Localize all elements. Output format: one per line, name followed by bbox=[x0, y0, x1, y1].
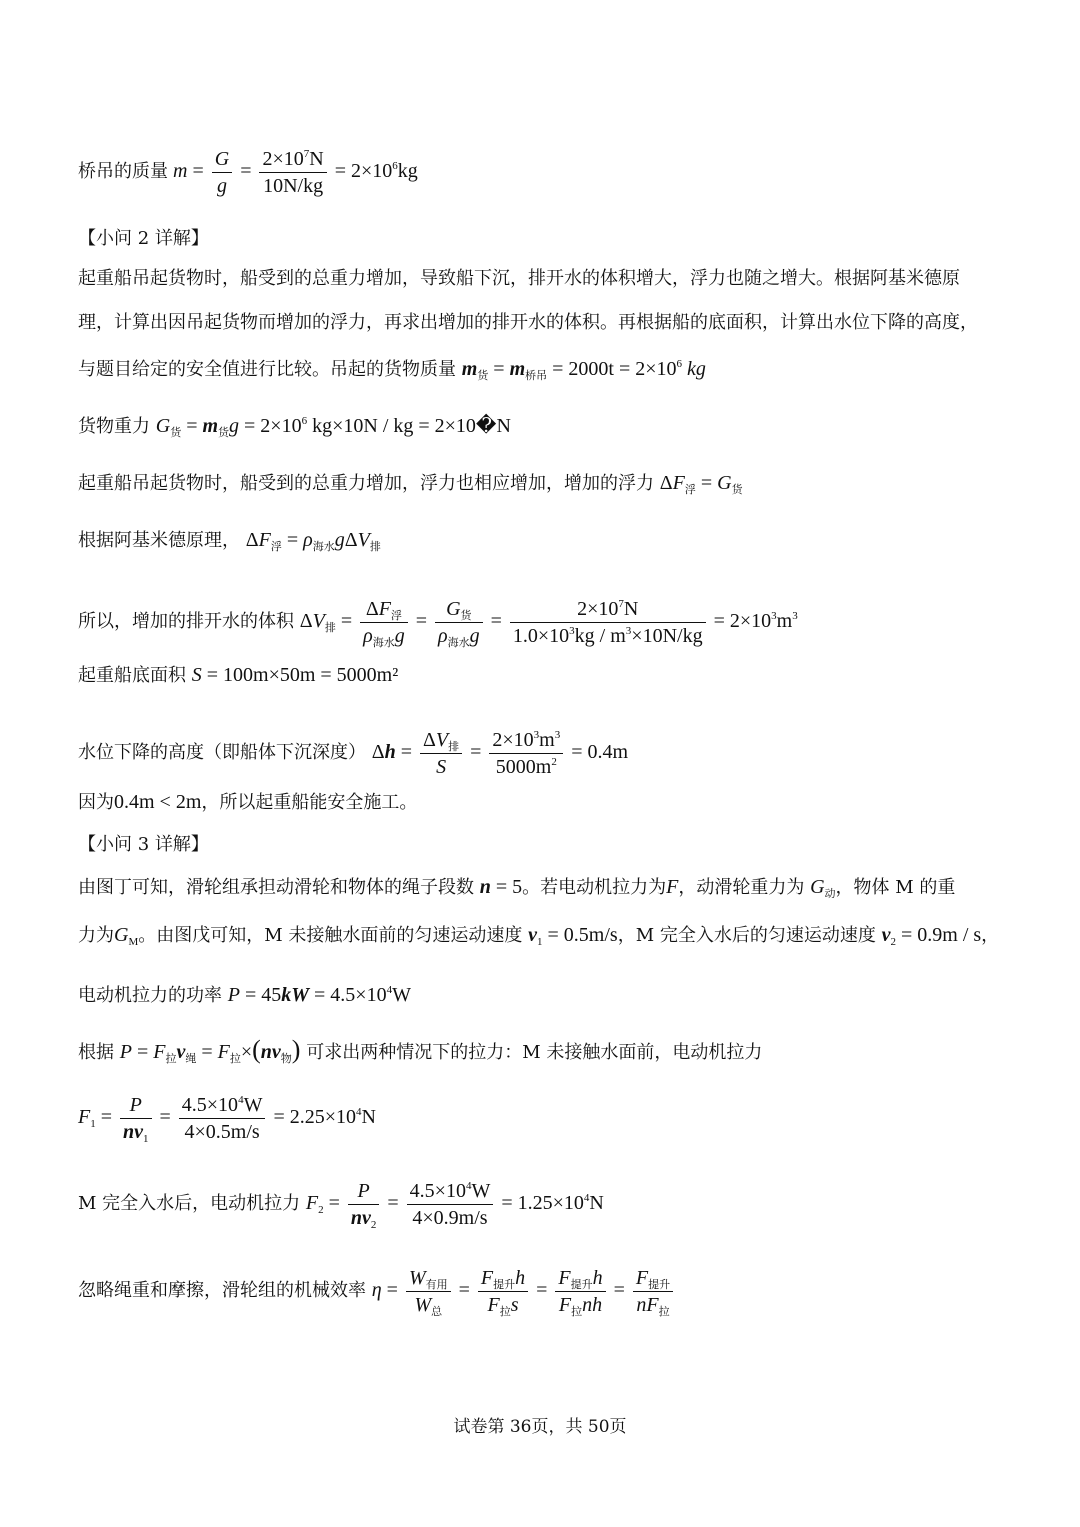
goods-weight-line: 货物重力 $G_货 = m_货g = 2\times 10^6$ kg×10N / kg = 2×10�N bbox=[78, 415, 511, 439]
archimedes-line: 根据阿基米德原理， $\Delta F_浮 = \rho_{海水}g\Delta V_排$ bbox=[78, 529, 381, 553]
efficiency-line: 忽略绳重和摩擦，滑轮组的机械效率 η = $\frac{W_{有用}}{W_总}$ = $\frac{F_{提升}h}{F_拉s}$ = $\frac{F_{提升}h}{F_拉nh}$ = $\frac{F_{提升}}{nF_拉}$ bbox=[78, 1265, 676, 1318]
base-area-line: 起重船底面积 S = 100m×50m = 5000m² bbox=[78, 664, 399, 686]
pulley-segments-line: 由图丁可知，滑轮组承担动滑轮和物体的绳子段数 n = 5。若电动机拉力为F，动滑轮重力为 $G_动$，物体 M 的重 bbox=[78, 876, 956, 900]
crane-mass-result: 2×10 bbox=[350, 160, 393, 183]
paragraph-line-2: 理，计算出因吊起货物而增加的浮力，再求出增加的排开水的体积。再根据船的底面积，计算出水位下降的高度， bbox=[78, 312, 978, 333]
crane-mass-label: 桥吊的质量 bbox=[78, 161, 168, 183]
crane-mass-line: 桥吊的质量 m = $\frac{G}{g}$ = $\frac{2\times 10^7N}{10N/kg}$ = $2\times 10^6kg$ bbox=[78, 148, 418, 197]
fraction-g-over-g: $\frac{G}{g}$ bbox=[212, 146, 232, 199]
displaced-volume-line: 所以，增加的排开水的体积 $\Delta V_排$ = $\frac{\Delta F_浮}{\rho_{海水}g}$ = $\frac{G_货}{\rho_{海水}g}$ = $\frac{2\times 10^7N}{1.0\times 10^3kg / m^3\times 10N/kg}$ = $2\times 10^3m^3$ bbox=[78, 598, 798, 649]
fraction-crane-weight: $\frac{2\times 10^7N}{10N/kg}$ bbox=[259, 146, 326, 199]
subquestion-2-heading: 【小问 2 详解】 bbox=[78, 228, 209, 249]
velocity-line: 力为$G_M$。由图戊可知，M 未接触水面前的匀速运动速度 $v_1 = 0.5m/s$，M 完全入水后的匀速运动速度 $v_2 = 0.9m / s$， bbox=[78, 924, 1000, 948]
goods-mass-line: 与题目给定的安全值进行比较。吊起的货物质量 $m_货 = m_{桥吊} = 2000t = 2\times 10^6$ kg bbox=[78, 358, 706, 382]
water-level-drop-line: 水位下降的高度（即船体下沉深度） Δh = $\frac{\Delta V_排}{S}$ = $\frac{2\times 10^3m^3}{5000m^2}$ = 0.4m bbox=[78, 729, 629, 778]
conclusion-line: 因为0.4m < 2m，所以起重船能安全施工。 bbox=[78, 791, 418, 813]
pull-force-f1-line: $F_1$ = $\frac{P}{nv_1}$ = $\frac{4.5\times 10^4W}{4\times 0.5m/s}$ = $2.25\times 10^4N$ bbox=[78, 1094, 376, 1145]
buoyancy-increase-line: 起重船吊起货物时，船受到的总重力增加，浮力也相应增加，增加的浮力 $\Delta F_浮 = G_货$ bbox=[78, 472, 743, 496]
power-formula-line: 根据 $P = F_拉v_绳 = F_拉\times(nv_物)$ 可求出两种情况下的拉力：M 未接触水面前，电动机拉力 bbox=[78, 1035, 763, 1065]
subquestion-3-heading: 【小问 3 详解】 bbox=[78, 834, 209, 855]
motor-power-line: 电动机拉力的功率 $P = 45kW = 4.5\times 10^4W$ bbox=[78, 984, 411, 1006]
paragraph-line-1: 起重船吊起货物时，船受到的总重力增加，导致船下沉，排开水的体积增大，浮力也随之增大。根据阿基米德原 bbox=[78, 268, 960, 289]
pull-force-f2-line: M 完全入水后，电动机拉力 $F_2$ = $\frac{P}{nv_2}$ = $\frac{4.5\times 10^4W}{4\times 0.9m/s}$ = $1.25\times 10^4N$ bbox=[78, 1180, 604, 1231]
page-footer: 试卷第 36页，共 50页 bbox=[453, 1417, 627, 1437]
